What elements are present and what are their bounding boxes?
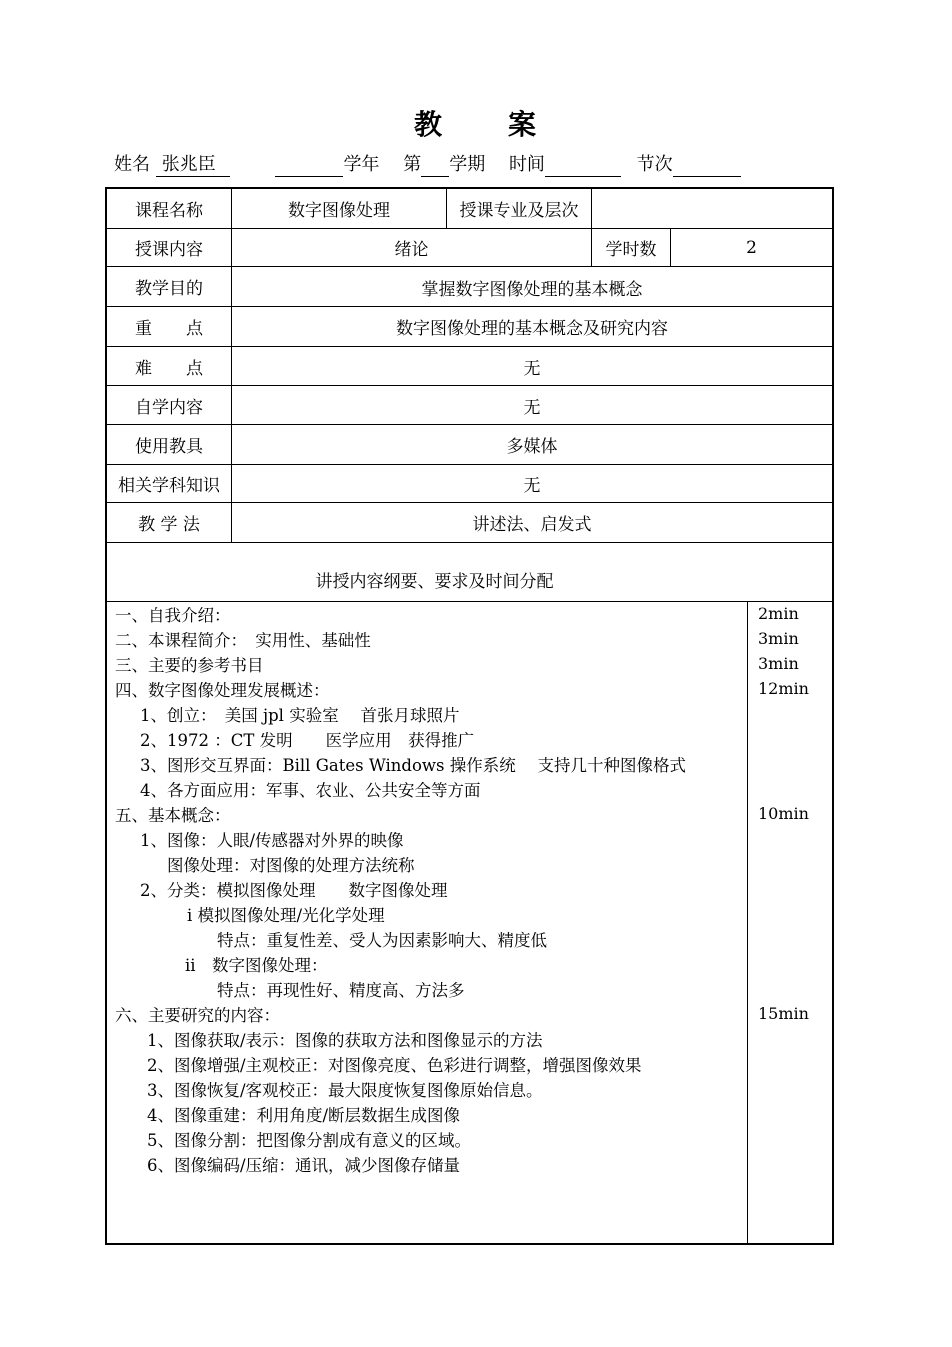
row-method	[107, 503, 832, 543]
outline-line: 特点：重复性差、受人为因素影响大、精度低	[217, 931, 547, 950]
outline-line: 4、各方面应用：军事、农业、公共安全等方面	[140, 781, 481, 800]
row-difficulty	[107, 347, 832, 386]
outline-line: i 模拟图像处理/光化学处理	[187, 906, 385, 925]
hours-label: 学时数	[591, 229, 670, 266]
time-allocation: 12min	[758, 679, 809, 698]
time-blank	[545, 158, 621, 177]
row-key	[107, 307, 832, 347]
row-course-name	[107, 189, 832, 229]
semester-prefix: 第	[403, 154, 422, 175]
outline-section	[107, 602, 832, 1245]
time-allocation: 10min	[758, 804, 809, 823]
period-label: 节次	[636, 154, 673, 175]
outline-line: 1、图像获取/表示：图像的获取方法和图像显示的方法	[147, 1031, 543, 1050]
hours-value: 2	[670, 229, 832, 266]
major-value	[591, 189, 832, 228]
content-label: 授课内容	[135, 240, 203, 260]
outline-line: 一、自我介绍：	[115, 606, 231, 625]
outline-line: 5、图像分割：把图像分割成有意义的区域。	[147, 1131, 471, 1150]
period-blank	[673, 158, 741, 177]
outline-line: 2、分类：模拟图像处理 数字图像处理	[140, 881, 448, 900]
row-outline-heading	[107, 543, 832, 602]
difficulty-label: 难 点	[135, 358, 203, 379]
row-related	[107, 465, 832, 503]
outline-line: 二、本课程简介： 实用性、基础性	[115, 631, 371, 650]
method-value: 讲述法、启发式	[231, 503, 832, 542]
outline-line: 6、图像编码/压缩：通讯，减少图像存储量	[147, 1156, 461, 1175]
content-value: 绪论	[231, 229, 591, 266]
method-label: 教 学 法	[138, 515, 200, 535]
outline-line: 1、图像：人眼/传感器对外界的映像	[140, 831, 404, 850]
difficulty-value: 无	[231, 347, 832, 385]
tools-value: 多媒体	[231, 425, 832, 464]
major-label: 授课专业及层次	[446, 189, 591, 228]
time-allocation: 3min	[758, 654, 799, 673]
outline-line: 2、1972 ：CT 发明 医学应用 获得推广	[140, 731, 475, 750]
outline-heading: 讲授内容纲要、要求及时间分配	[315, 572, 554, 592]
row-selfstudy	[107, 386, 832, 425]
header-info	[114, 150, 874, 177]
outline-line: 3、图形交互界面：Bill Gates Windows 操作系统 支持几十种图像格式	[140, 756, 686, 775]
outline-line: 3、图像恢复/客观校正：最大限度恢复图像原始信息。	[147, 1081, 543, 1100]
tools-label: 使用教具	[135, 437, 203, 457]
semester-blank	[421, 158, 449, 177]
goal-label: 教学目的	[135, 279, 203, 299]
time-column-divider	[747, 602, 748, 1245]
semester-label: 学期	[449, 154, 486, 175]
row-content	[107, 229, 832, 267]
page-title: 教 案	[413, 108, 539, 141]
teacher-name: 张兆臣	[156, 150, 230, 177]
outline-line: 2、图像增强/主观校正：对图像亮度、色彩进行调整，增强图像效果	[147, 1056, 642, 1075]
selfstudy-value: 无	[231, 386, 832, 424]
outline-line: ii 数字图像处理：	[185, 956, 328, 975]
related-value: 无	[231, 465, 832, 502]
outline-line: 五、基本概念：	[115, 806, 231, 825]
outline-line: 三、主要的参考书目	[115, 656, 264, 675]
time-allocation: 15min	[758, 1004, 809, 1023]
key-value: 数字图像处理的基本概念及研究内容	[231, 307, 832, 346]
lesson-plan-table	[105, 187, 834, 1245]
outline-line: 4、图像重建：利用角度/断层数据生成图像	[147, 1106, 461, 1125]
related-label: 相关学科知识	[118, 476, 220, 496]
course-name-value: 数字图像处理	[231, 189, 446, 228]
course-name-label: 课程名称	[135, 201, 203, 221]
outline-line: 特点：再现性好、精度高、方法多	[217, 981, 465, 1000]
row-tools	[107, 425, 832, 465]
outline-line: 1、创立： 美国 jpl 实验室 首张月球照片	[140, 706, 460, 725]
outline-line: 图像处理：对图像的处理方法统称	[167, 856, 415, 875]
row-goal	[107, 267, 832, 307]
time-label: 时间	[508, 154, 545, 175]
outline-line: 四、数字图像处理发展概述：	[115, 681, 330, 700]
year-label: 学年	[343, 154, 380, 175]
outline-line: 六、主要研究的内容：	[115, 1006, 280, 1025]
goal-value: 掌握数字图像处理的基本概念	[231, 267, 832, 306]
selfstudy-label: 自学内容	[135, 397, 203, 418]
year-blank	[275, 158, 343, 177]
name-label: 姓名	[114, 154, 150, 175]
time-allocation: 2min	[758, 604, 799, 623]
key-label: 重 点	[135, 319, 203, 339]
time-allocation: 3min	[758, 629, 799, 648]
